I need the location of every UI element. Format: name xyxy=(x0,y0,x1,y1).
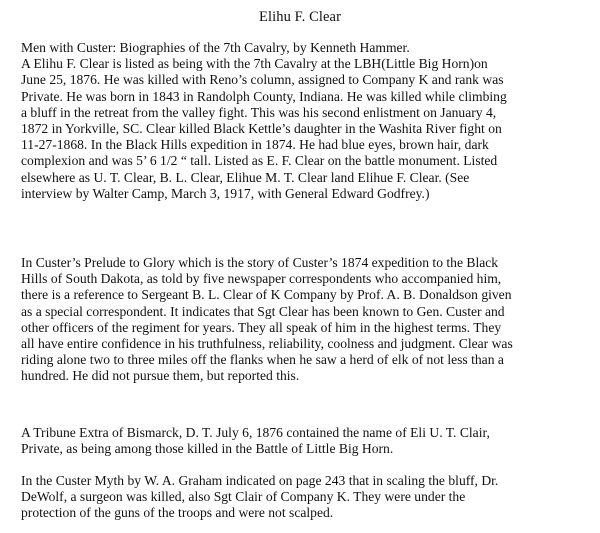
text-line: In the Custer Myth by W. A. Graham indicated on page 243 that in scaling the bluff, Dr. xyxy=(21,473,499,488)
paragraph-tribune-extra xyxy=(21,425,596,457)
document-title: Elihu F. Clear xyxy=(259,9,341,25)
text-line: Private, as being among those killed in the Battle of Little Big Horn. xyxy=(21,441,394,457)
paragraph-men-with-custer xyxy=(21,40,596,202)
text-line: Private. He was born in 1843 in Randolph County, Indiana. He was killed while climbing xyxy=(21,88,507,104)
text-line: A Tribune Extra of Bismarck, D. T. July 6, 1876 contained the name of Eli U. T. Clair, xyxy=(21,425,490,440)
text-line: riding alone two to three miles off the flanks when he saw a herd of elk of not less than a xyxy=(21,352,504,368)
text-line: hundred. He did not pursue them, but reported this. xyxy=(21,368,300,384)
text-line: In Custer’s Prelude to Glory which is the story of Custer’s 1874 expedition to the Black xyxy=(21,255,499,270)
text-line: DeWolf, a surgeon was killed, also Sgt Clair of Company K. They were under the xyxy=(21,489,466,505)
text-line: A Elihu F. Clear is listed as being with the 7th Cavalry at the LBH(Little Big Horn)on xyxy=(21,56,488,72)
text-line: Men with Custer: Biographies of the 7th Cavalry, by Kenneth Hammer. xyxy=(21,40,410,55)
text-line: other officers of the regiment for years. They all speak of him in the highest terms. They xyxy=(21,319,502,335)
paragraph-custer-myth xyxy=(21,473,596,522)
text-line: a bluff in the retreat from the valley fight. This was his second enlistment on January 4, xyxy=(21,104,497,120)
text-line: all have entire confidence in his truthfulness, reliability, coolness and judgment. Clear was xyxy=(21,336,513,352)
text-line: June 25, 1876. He was killed with Reno’s column, assigned to Company K and rank was xyxy=(21,72,504,88)
text-line: as a special correspondent. It indicates that Sgt Clear has been known to Gen. Custer and xyxy=(21,303,505,319)
text-line: there is a reference to Sergeant B. L. Clear of K Company by Prof. A. B. Donaldson given xyxy=(21,287,512,303)
text-line: complexion and was 5’ 6 1/2 “ tall. Listed as E. F. Clear on the battle monument. Listed xyxy=(21,153,498,169)
text-line: interview by Walter Camp, March 3, 1917, with General Edward Godfrey.) xyxy=(21,185,430,201)
text-line: 1872 in Yorkville, SC. Clear killed Black Kettle’s daughter in the Washita River fight on xyxy=(21,121,502,137)
text-line: elsewhere as U. T. Clear, B. L. Clear, Elihue M. T. Clear land Elihue F. Clear. (See xyxy=(21,169,470,185)
text-line: protection of the guns of the troops and were not scalped. xyxy=(21,505,334,521)
paragraph-prelude-to-glory xyxy=(21,255,596,385)
text-line: Hills of South Dakota, as told by five newspaper correspondents who accompanied him, xyxy=(21,271,502,287)
text-line: 11-27-1868. In the Black Hills expedition in 1874. He had blue eyes, brown hair, dark xyxy=(21,137,489,153)
